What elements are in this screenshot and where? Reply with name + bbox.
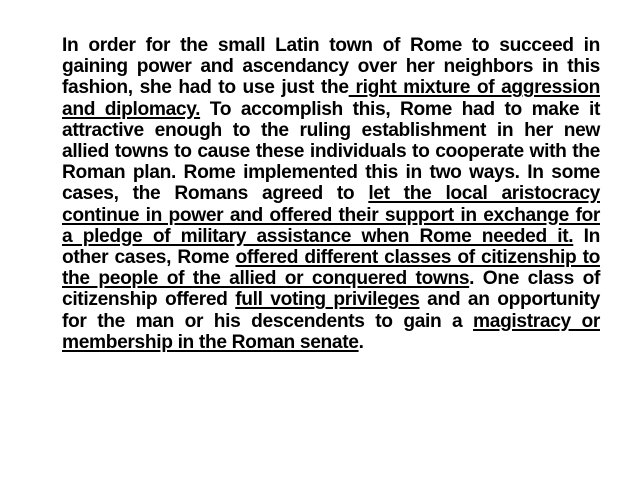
underlined-text-segment: let the local aristocracy continue in power and offered their support in exchange for a pledge of military assistance when Rome needed it. [62, 183, 601, 247]
underlined-text-segment: full voting privileges [235, 289, 420, 311]
text-segment: . One class of citizenship offered [62, 268, 601, 311]
text-segment: and an opportunity for the man or his descendents to gain a [62, 289, 601, 332]
underlined-text-segment: right mixture of aggression and diplomacy. [62, 77, 600, 120]
underlined-text-segment: offered different classes of citizenship to the people of the allied or conquered towns [62, 247, 600, 290]
text-segment: In other cases, Rome [62, 225, 600, 269]
body-paragraph [62, 35, 600, 353]
text-segment: In order for the small Latin town of Rome to succeed in gaining power and ascendancy over her neighbors in this fashion, she had to use just the [62, 35, 600, 99]
text-segment: To accomplish this, Rome had to make it attractive enough to the ruling establishment in her new allied towns to cause these individuals to cooperate with the Roman plan. Rome implemented this in two ways. In some cases, the Romans agreed to [62, 98, 600, 205]
underlined-text-segment: magistracy or membership in the Roman senate [62, 310, 601, 353]
text-segment: . [358, 331, 364, 353]
